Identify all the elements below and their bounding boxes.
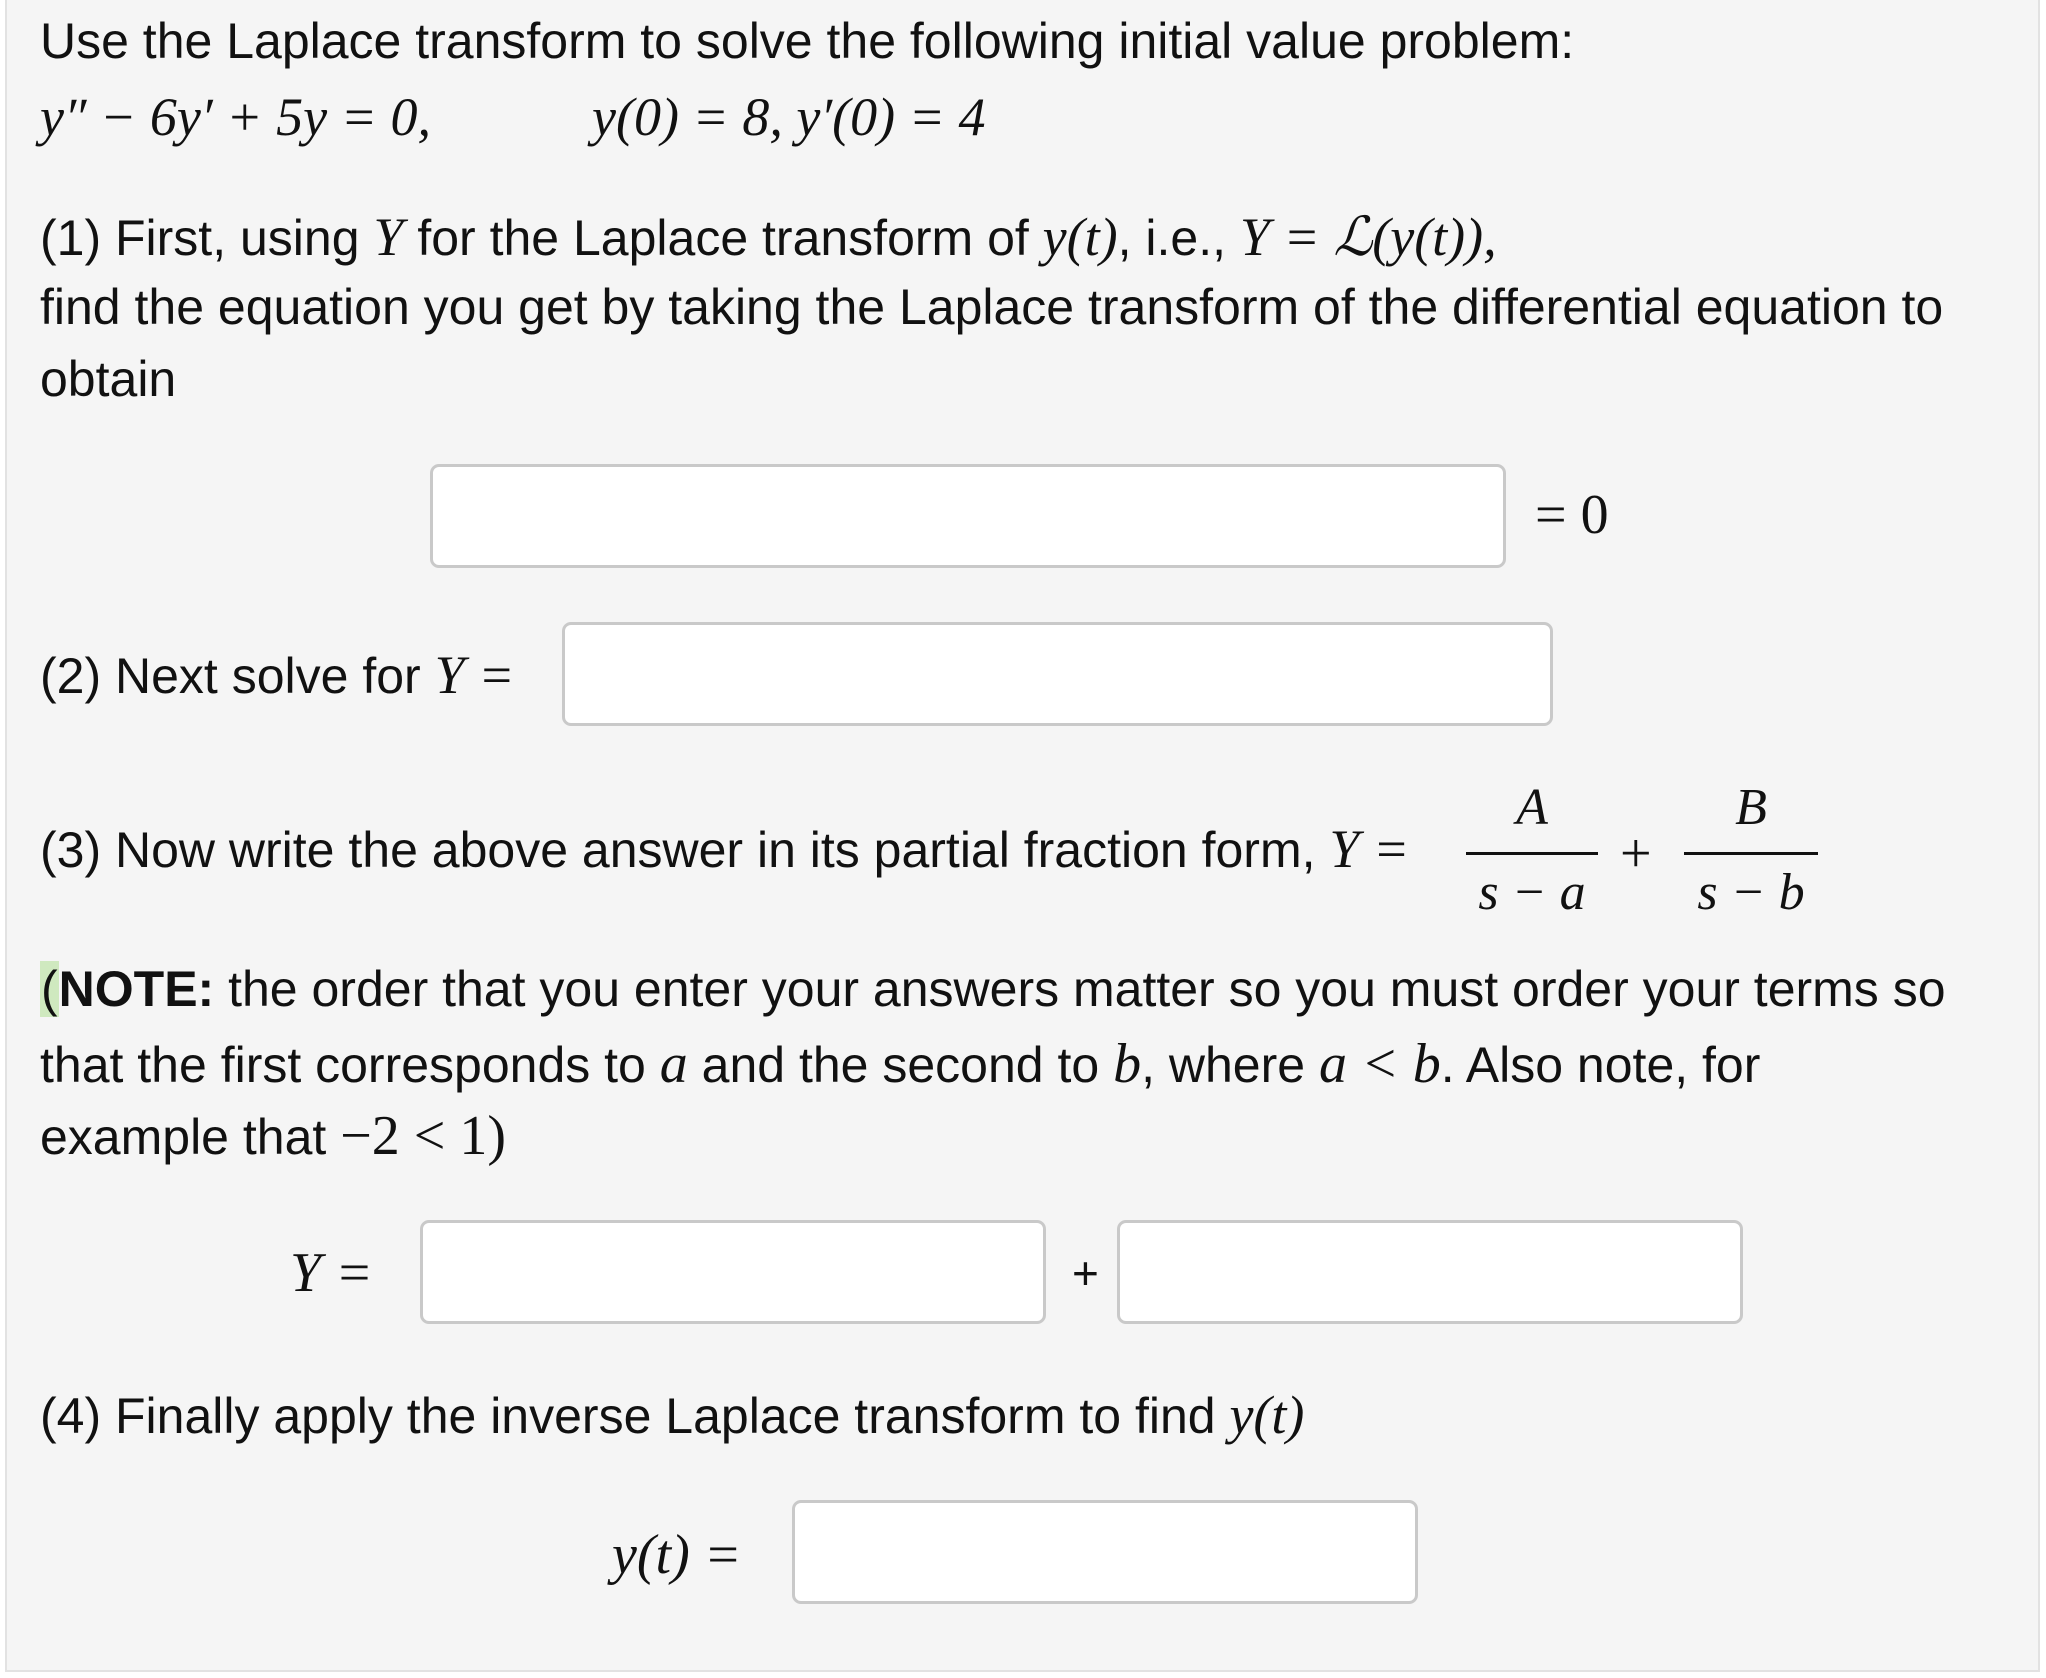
inverse-laplace-input[interactable] [792, 1500, 1418, 1604]
step1-ie: , i.e., [1117, 210, 1240, 266]
partial-fraction-b-input[interactable] [1117, 1220, 1743, 1324]
solve-Y-input[interactable] [562, 622, 1553, 726]
step3-line [40, 819, 1410, 879]
fraction-a-denominator: s − a [1478, 864, 1586, 921]
note-line2-b: and the second to [687, 1037, 1114, 1093]
fraction-b-numerator: B [1735, 779, 1767, 836]
equals-zero: = 0 [1535, 484, 1609, 546]
step1-mid: for the Laplace transform of [403, 210, 1043, 266]
step4-yt: y(t) [1229, 1385, 1305, 1445]
note-line1-rest: the order that you enter your answers matter so you must order your terms so [214, 961, 1946, 1017]
fraction-a-numerator: A [1516, 779, 1548, 836]
fraction-a [1466, 779, 1598, 921]
note-line2 [40, 1033, 1761, 1095]
step3-eq: Y = [1329, 819, 1410, 879]
note-line2-d: . Also note, for [1440, 1037, 1761, 1093]
note-line2-c: , where [1141, 1037, 1319, 1093]
note-paren-close: ) [487, 1105, 506, 1167]
note-b: b [1113, 1033, 1142, 1095]
fraction-b [1684, 779, 1818, 921]
step1-line3: obtain [40, 351, 177, 407]
step4-line [40, 1385, 1305, 1445]
fraction-b-bar [1684, 852, 1818, 855]
answer3-plus: + [1072, 1247, 1099, 1299]
answer3-label: Y = [290, 1242, 373, 1304]
note-line1 [40, 961, 1946, 1017]
fraction-b-denominator: s − b [1697, 864, 1805, 921]
step2-prefix: (2) Next solve for [40, 648, 435, 704]
note-ineq: a < b [1318, 1033, 1441, 1095]
fraction-a-bar [1466, 852, 1598, 855]
note-example: −2 < 1 [340, 1105, 488, 1167]
step4-label: y(t) = [612, 1524, 742, 1586]
intro-text: Use the Laplace transform to solve the following initial value problem: [40, 13, 1575, 69]
step2-line [40, 645, 515, 705]
step1-Y: Y [373, 207, 404, 267]
note-line3 [40, 1105, 506, 1167]
partial-fraction-a-input[interactable] [420, 1220, 1046, 1324]
step1-yt: y(t) [1042, 207, 1118, 267]
note-line2-a: that the first corresponds to [40, 1037, 660, 1093]
step1-prefix: (1) First, using [40, 210, 374, 266]
step3-prefix: (3) Now write the above answer in its partial fraction form, [40, 822, 1330, 878]
step1-line1 [40, 207, 1497, 267]
note-label: NOTE: [58, 961, 215, 1017]
fraction-plus: + [1620, 823, 1652, 885]
step1-def: Y = ℒ(y(t)), [1239, 207, 1497, 267]
laplace-equation-input[interactable] [430, 464, 1506, 568]
ode-equation: y″ − 6y′ + 5y = 0, [40, 87, 432, 147]
note-a: a [659, 1033, 688, 1095]
step2-eq: Y = [434, 645, 515, 705]
note-paren-open: ( [41, 961, 58, 1017]
step1-line2: find the equation you get by taking the Laplace transform of the differential equation to [40, 279, 1944, 335]
step4-prefix: (4) Finally apply the inverse Laplace transform to find [40, 1388, 1230, 1444]
note-line3-a: example that [40, 1109, 341, 1165]
initial-conditions: y(0) = 8, y′(0) = 4 [592, 87, 986, 147]
